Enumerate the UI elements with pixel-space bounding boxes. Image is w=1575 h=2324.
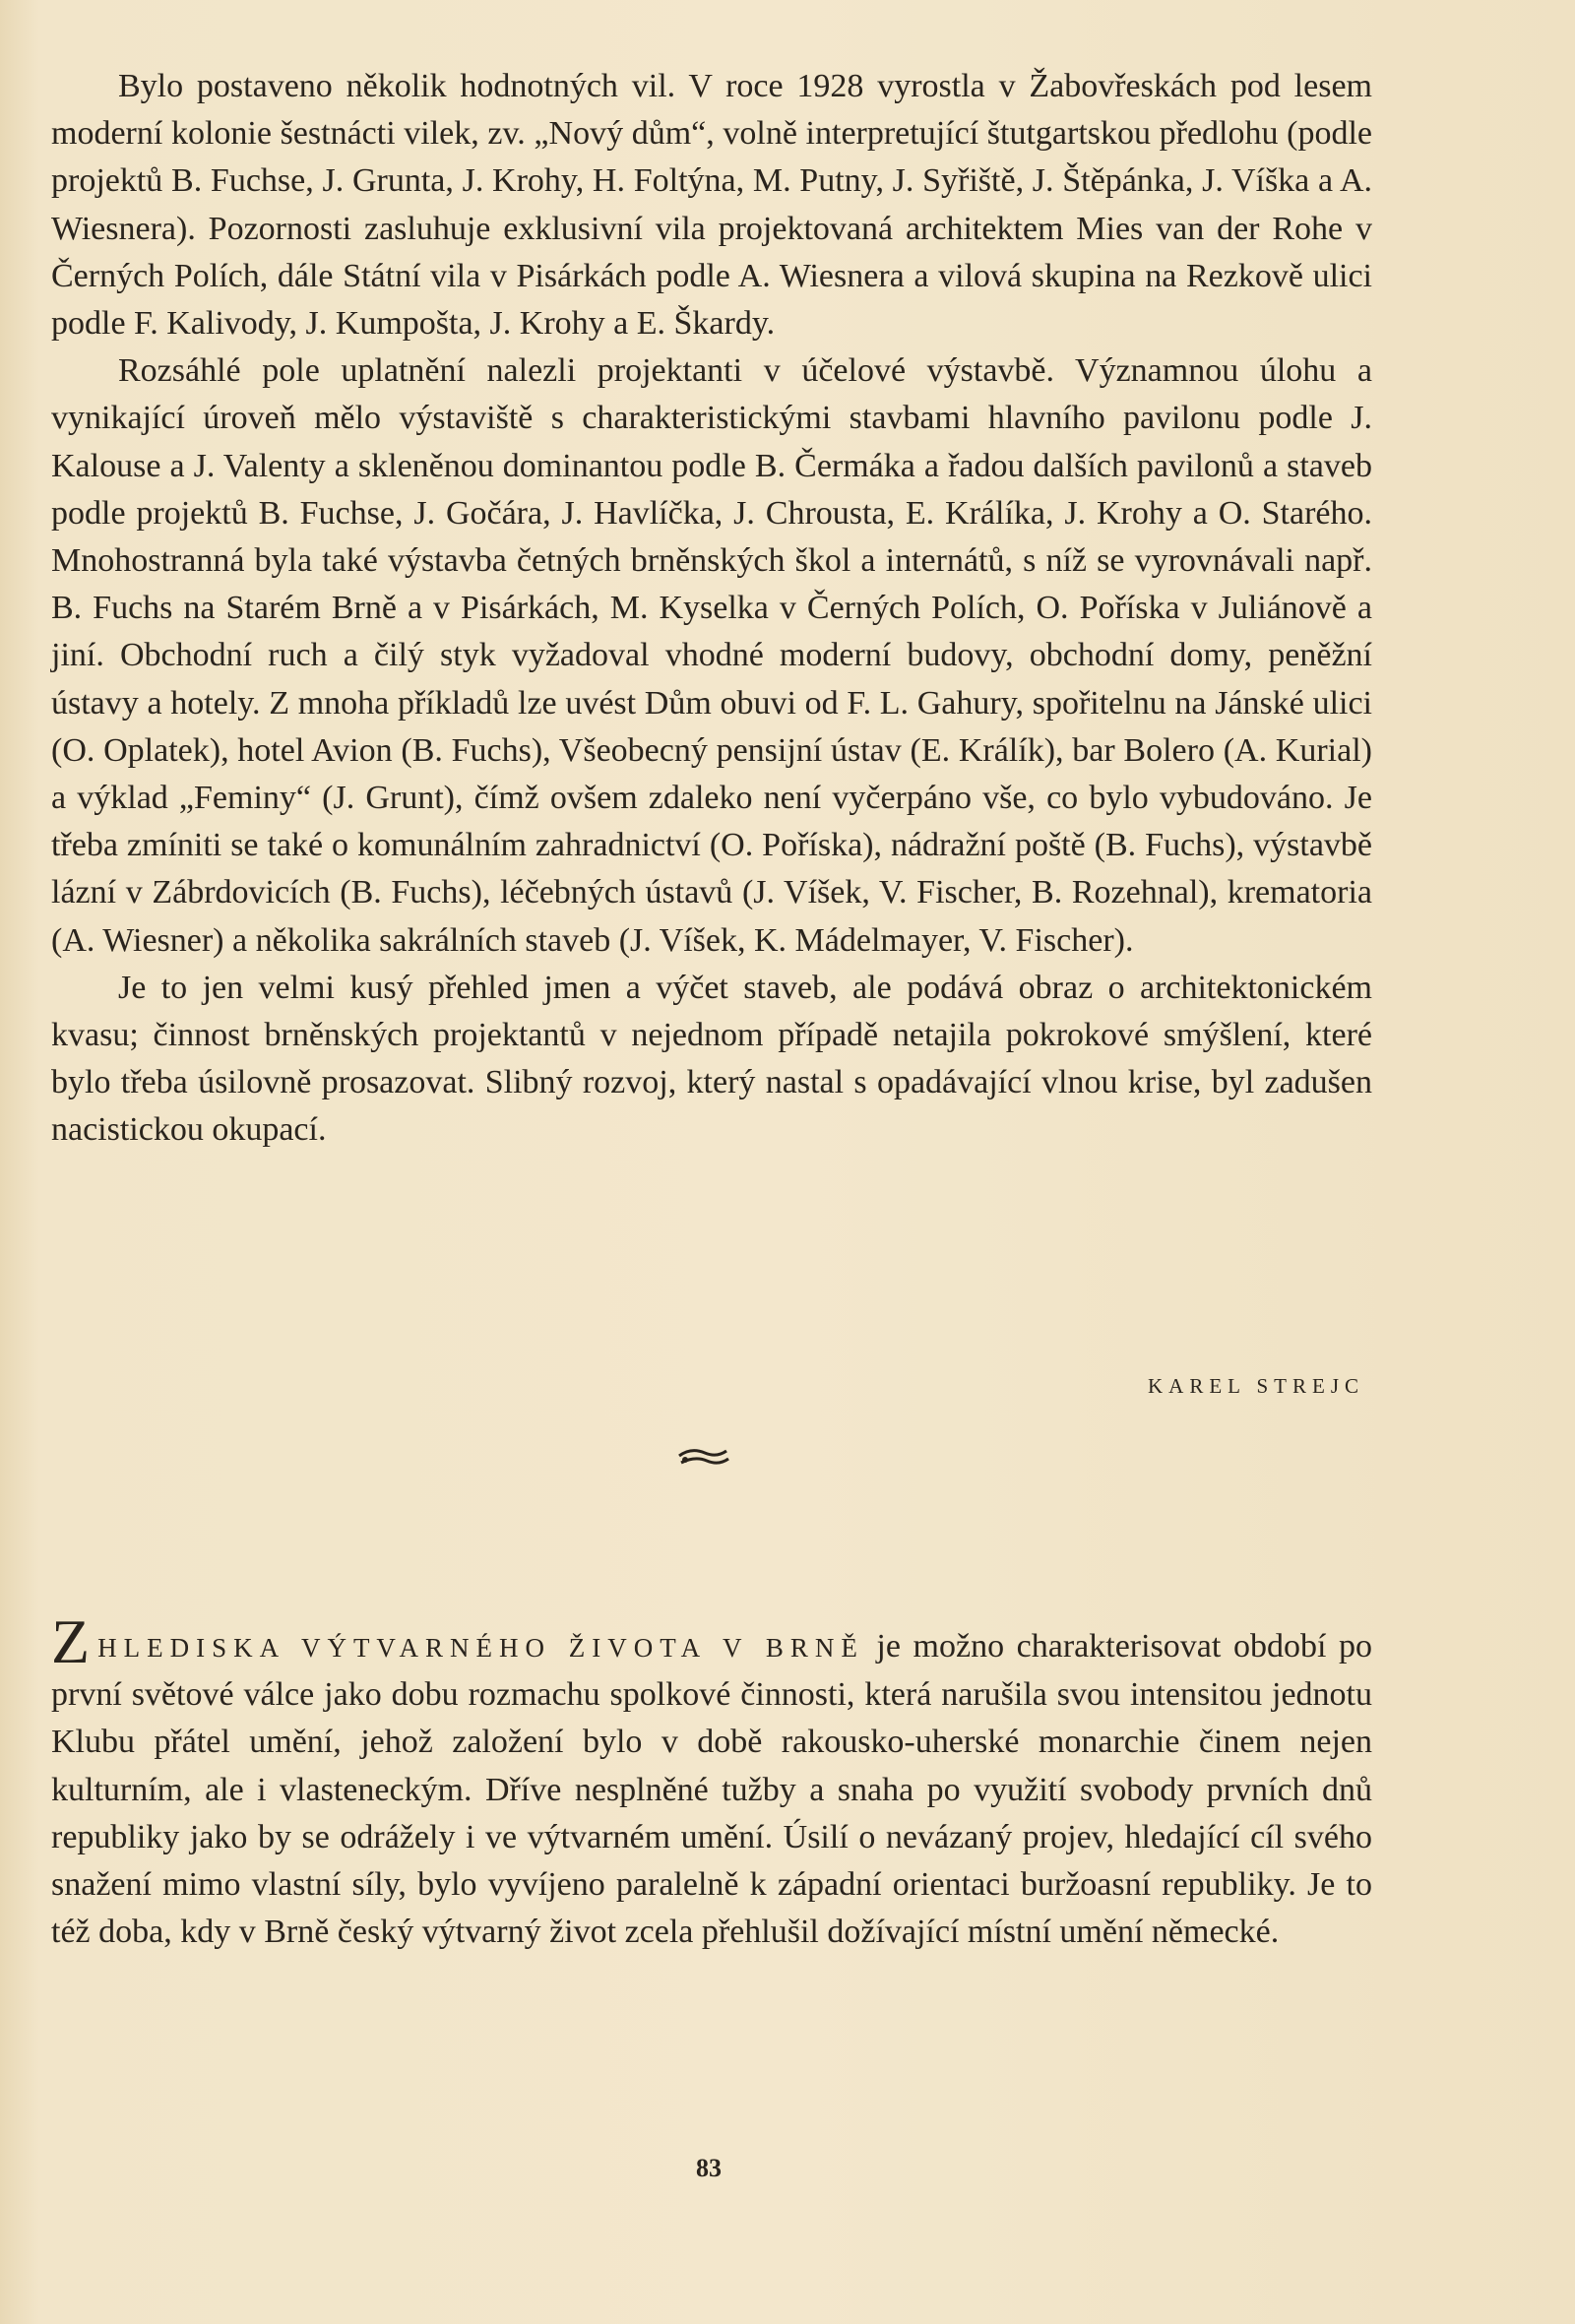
- page-number: 83: [696, 2154, 722, 2182]
- ornament-divider-icon: [675, 1443, 730, 1473]
- section-body: [51, 1606, 1372, 1956]
- paragraph-construction: Rozsáhlé pole uplatnění nalezli projektanti v účelové výstavbě. Významnou úlohu a vynikající úroveň mělo výstaviště s charakteristickými stavbami hlavního pavilonu podle J. Kalouse a J. Valenty a skleněnou dominantou podle B. Čermáka a řadou dalších pavilonů a staveb podle projektů B. Fuchse, J. Gočára, J. Havlíčka, J. Chrousta, E. Králíka, J. Krohy a O. Starého. Mnohostranná byla také výstavba četných brněnských škol a internátů, s níž se vyrovnávali např. B. Fuchs na Starém Brně a v Pisárkách, M. Kyselka v Černých Polích, O. Poříska v Juliánově a jiní. Obchodní ruch a čilý styk vyžadoval vhodné moderní budovy, obchodní domy, peněžní ústavy a hotely. Z mnoha příkladů lze uvést Dům obuvi od F. L. Gahury, spořitelnu na Jánské ulici (O. Oplatek), hotel Avion (B. Fuchs), Všeobecný pensijní ústav (E. Králík), bar Bolero (A. Kurial) a výklad „Feminy“ (J. Grunt), čímž ovšem zdaleko není vyčerpáno vše, co bylo vybudováno. Je třeba zmíniti se také o komunálním zahradnictví (O. Poříska), nádražní poště (B. Fuchs), výstavbě lázní v Zábrdovicích (B. Fuchs), léčebných ústavů (J. Víšek, V. Fischer, B. Rozehnal), krematoria (A. Wiesner) a několika sakrálních staveb (J. Víšek, K. Mádelmayer, V. Fischer).: [51, 352, 1372, 959]
- section-lead: HLEDISKA VÝTVARNÉHO ŽIVOTA V BRNĚ: [97, 1633, 864, 1663]
- section-paragraph: [51, 1606, 1372, 1956]
- section-text: je možno charakterisovat období po první světové válce jako dobu rozmachu spolkové činnosti, která narušila svou intensitou jednotu Klubu přátel umění, jehož založení bylo v době rakousko-uherské monarchie činem nejen kulturním, ale i vlasteneckým. Dříve nesplněné tužby a snaha po využití svobody prvních dnů republiky jako by se odrážely i ve výtvarném umění. Úsilí o nevázaný projev, hledající cíl svého snažení mimo vlastní síly, bylo vyvíjeno paralelně k západní orientaci buržoasní republiky. Je to též doba, kdy v Brně český výtvarný život zcela přehlušil dožívající místní umění německé.: [51, 1628, 1372, 1951]
- paragraph-summary: Je to jen velmi kusý přehled jmen a výčet staveb, ale podává obraz o architektonickém kvasu; činnost brněnských projektantů v nejednom případě netajila pokrokové smýšlení, které bylo třeba úsilovně prosazovat. Slibný rozvoj, který nastal s opadávající vlnou krise, byl zadušen nacistickou okupací.: [51, 969, 1372, 1149]
- author-signature: KAREL STREJC: [1148, 1374, 1364, 1398]
- paragraph-villas: Bylo postaveno několik hodnotných vil. V roce 1928 vyrostla v Žabovřeskách pod lesem moderní kolonie šestnácti vilek, zv. „Nový dům“, volně interpretující štutgartskou předlohu (podle projektů B. Fuchse, J. Grunta, J. Krohy, H. Foltýna, M. Putny, J. Syřiště, J. Štěpánka, J. Víška a A. Wiesnera). Pozornosti zasluhuje exklusivní vila projektovaná architektem Mies van der Rohe v Černých Polích, dále Státní vila v Pisárkách podle A. Wiesnera a vilová skupina na Rezkově ulici podle F. Kalivody, J. Kumpošta, J. Krohy a E. Škardy.: [51, 68, 1372, 343]
- article-body: [51, 63, 1372, 1155]
- drop-cap: Z: [51, 1606, 91, 1676]
